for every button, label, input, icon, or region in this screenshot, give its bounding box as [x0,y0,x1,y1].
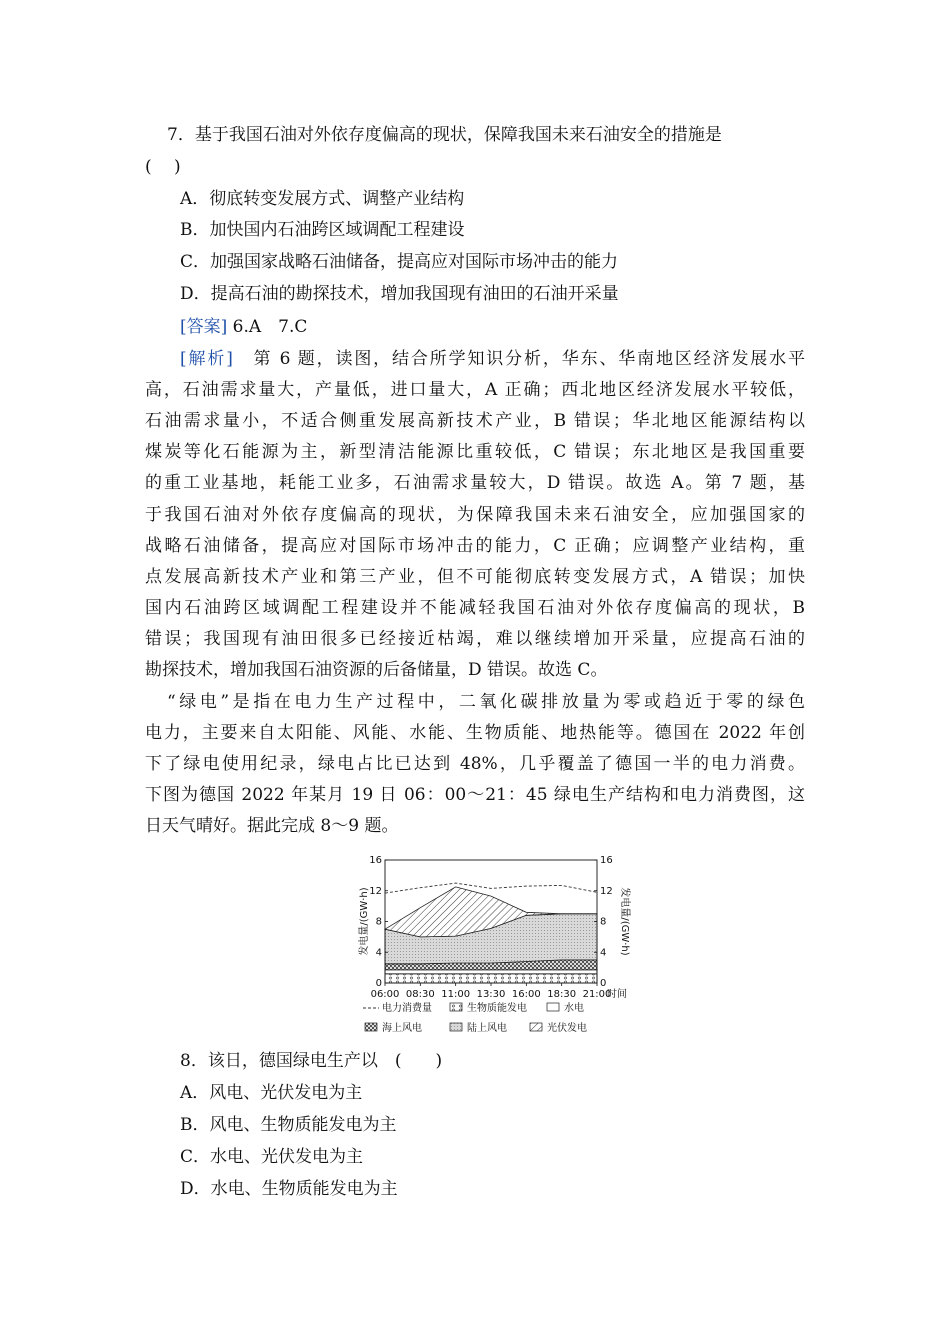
analysis-line-10: 错误；我国现有油田很多已经接近枯竭，难以继续增加开采量，应提高石油的 [145,629,805,649]
answer-line [180,316,805,338]
x-tick-label: 06:00 [370,989,400,1000]
y-tick-label-left: 16 [369,855,382,866]
q7-bracket: ( ) [145,157,181,177]
legend-label-onshore-wind: 陆上风电 [467,1023,507,1034]
material-line-4: 下图为德国 2022 年某月 19 日 06：00～21：45 绿电生产结构和电力消费图，这 [145,785,805,805]
y-tick-label-right: 0 [600,978,607,989]
q7-option-d: D．提高石油的勘探技术，增加我国现有油田的石油开采量 [180,284,619,304]
y-tick-label-left: 12 [369,885,382,897]
y-tick-label-left: 8 [375,916,382,928]
analysis-line-7: 战略石油储备，提高应对国际市场冲击的能力，C 正确；应调整产业结构，重 [145,536,805,556]
y-axis-label-right: 发电量/(GW·h) [619,887,630,956]
green-power-chart [345,848,645,1042]
x-tick-label: 21:00 [582,989,612,1000]
chart-area-layer [385,883,597,983]
legend-swatch-onshore-wind [450,1023,462,1031]
area-biomass [385,974,597,983]
legend-label-offshore-wind: 海上风电 [382,1023,422,1034]
y-tick-label-right: 16 [600,855,613,866]
y-tick-label-right: 4 [600,947,607,959]
y-axis-label-left: 发电量/(GW·h) [359,887,370,956]
legend-swatch-solar [530,1023,542,1031]
area-hydro [385,970,597,974]
legend-label-solar: 光伏发电 [547,1023,587,1034]
legend-swatch-hydro [547,1003,559,1011]
y-tick-label-left: 0 [375,978,382,989]
q8-option-c: C．水电、光伏发电为主 [180,1147,364,1167]
material-line-3: 下了绿电使用纪录，绿电占比已达到 48%，几乎覆盖了德国一半的电力消费。 [145,754,805,774]
q7-stem: 7．基于我国石油对外依存度偏高的现状，保障我国未来石油安全的措施是 [167,125,722,145]
q8-option-a: A．风电、光伏发电为主 [180,1083,363,1103]
y-tick-label-left: 4 [375,947,382,959]
analysis-line-1: [解析] 第 6 题，读图，结合所学知识分析，华东、华南地区经济发展水平 [180,349,806,369]
x-tick-label: 08:30 [405,989,435,1000]
analysis-line-9: 国内石油跨区域调配工程建设并不能减轻我国石油对外依存度偏高的现状，B [145,598,805,618]
legend-label-consumption: 电力消费量 [382,1003,432,1014]
x-tick-label: 11:00 [441,989,471,1000]
q7-option-a: A．彻底转变发展方式、调整产业结构 [180,189,465,209]
analysis-line-6: 于我国石油对外依存度偏高的现状，为保障我国未来石油安全，应加强国家的 [145,505,805,525]
q8-option-d: D．水电、生物质能发电为主 [180,1179,398,1199]
x-tick-label: 18:30 [547,989,577,1000]
analysis-line-3: 石油需求量小，不适合侧重发展高新技术产业，B 错误；华北地区能源结构以 [145,411,805,431]
q8-stem: 8．该日，德国绿电生产以 ( ) [180,1051,443,1071]
x-tick-label: 16:00 [511,989,541,1000]
line-consumption [385,883,597,893]
analysis-line-11: 勘探技术，增加我国石油资源的后备储量，D 错误。故选 C。 [145,660,608,680]
analysis-line-2: 高，石油需求量大，产量低，进口量大，A 正确；西北地区经济发展水平较低， [145,380,805,400]
q7-option-b: B．加快国内石油跨区域调配工程建设 [180,220,465,240]
material-line-5: 日天气晴好。据此完成 8～9 题。 [145,816,399,836]
legend-label-biomass: 生物质能发电 [467,1003,527,1014]
chart-legend [363,1001,587,1034]
material-line-1: “绿电”是指在电力生产过程中，二氧化碳排放量为零或趋近于零的绿色 [167,692,805,712]
legend-swatch-biomass [450,1003,462,1011]
x-axis-label: 时间 [607,989,627,1000]
chart-svg [345,848,645,1042]
q8-option-b: B．风电、生物质能发电为主 [180,1115,397,1135]
legend-swatch-offshore-wind [365,1023,377,1031]
analysis-line-8: 点发展高新技术产业和第三产业，但不可能彻底转变发展方式，A 错误；加快 [145,567,805,587]
analysis-line-4: 煤炭等化石能源为主，新型清洁能源比重较低，C 错误；东北地区是我国重要 [145,442,805,462]
analysis-line-5: 的重工业基地，耗能工业多，石油需求量较大，D 错误。故选 A。第 7 题，基 [145,473,805,493]
material-line-2: 电力，主要来自太阳能、风能、水能、生物质能、地热能等。德国在 2022 年创 [145,723,805,743]
q7-option-c: C．加强国家战略石油储备，提高应对国际市场冲击的能力 [180,252,619,272]
answer-label: [答案] [180,317,228,337]
y-tick-label-right: 8 [600,916,607,928]
x-tick-label: 13:30 [476,989,506,1000]
analysis-label: [解析] [180,349,233,369]
legend-label-hydro: 水电 [564,1003,584,1014]
answer-text: 6.A 7.C [232,317,308,337]
y-tick-label-right: 12 [600,885,613,897]
